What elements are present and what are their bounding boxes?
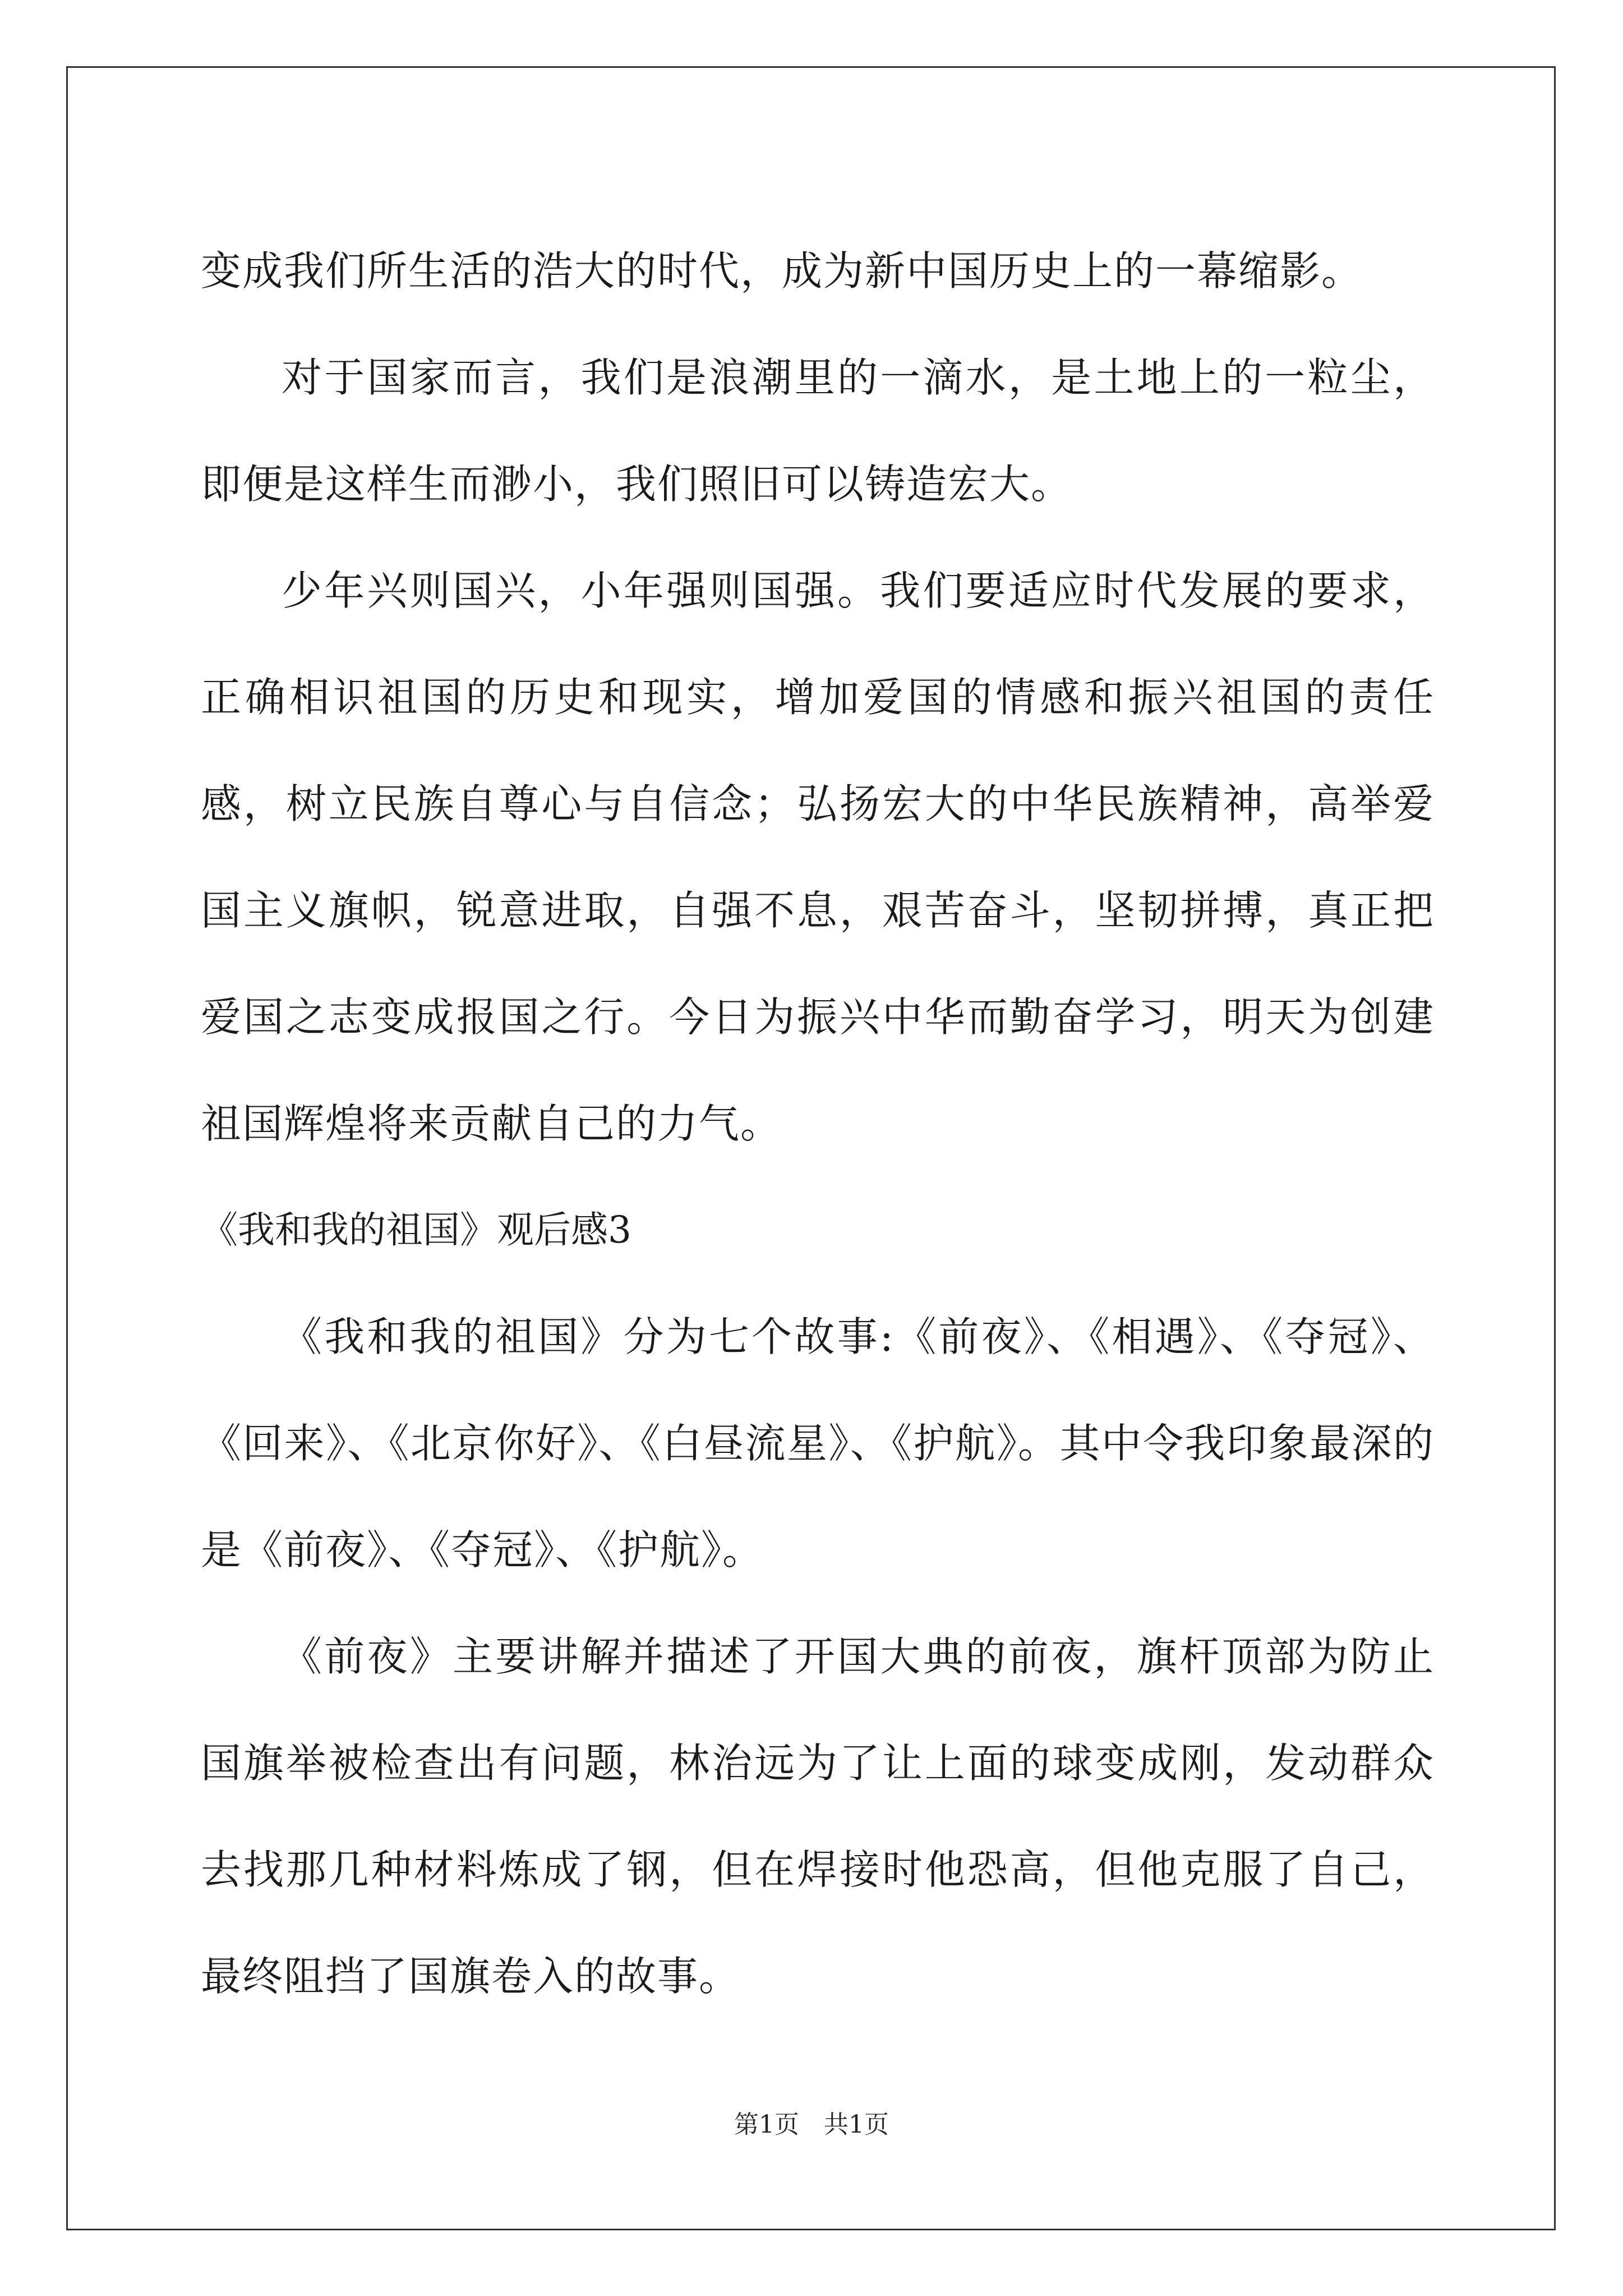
paragraph-4: 《我和我的祖国》分为七个故事:《前夜》、《相遇》、《夺冠》、《回来》、《北京你好》、《白昼流星》、《护航》。其中令我印象最深的是《前夜》、《夺冠》、《护航》。 [201,1313,1435,1573]
document-body [201,218,1435,2030]
paragraph-2: 对于国家而言，我们是浪潮里的一滴水，是土地上的一粒尘，即便是这样生而渺小，我们照旧可以铸造宏大。 [201,354,1435,508]
page-number-footer: 第1页 共1页 [734,2110,889,2139]
paragraph-5: 《前夜》主要讲解并描述了开国大典的前夜，旗杆顶部为防止国旗举被检查出有问题，林治远为了让上面的球变成刚，发动群众去找那几种材料炼成了钢，但在焊接时他恐高，但他克服了自己，最终阻挡了国旗卷入的故事。 [201,1633,1435,2000]
paragraph-1: 变成我们所生活的浩大的时代，成为新中国历史上的一幕缩影。 [201,247,1363,295]
paragraph-3: 少年兴则国兴，小年强则国强。我们要适应时代发展的要求，正确相识祖国的历史和现实，增加爱国的情感和振兴祖国的责任感，树立民族自尊心与自信念；弘扬宏大的中华民族精神，高举爱国主义旗帜，锐意进取，自强不息，艰苦奋斗，坚韧拼搏，真正把爱国之志变成报国之行。今日为振兴中华而勤奋学习，明天为创建祖国辉煌将来贡献自己的力气。 [201,567,1435,1147]
section-heading: 《我和我的祖国》观后感3 [201,1208,631,1251]
